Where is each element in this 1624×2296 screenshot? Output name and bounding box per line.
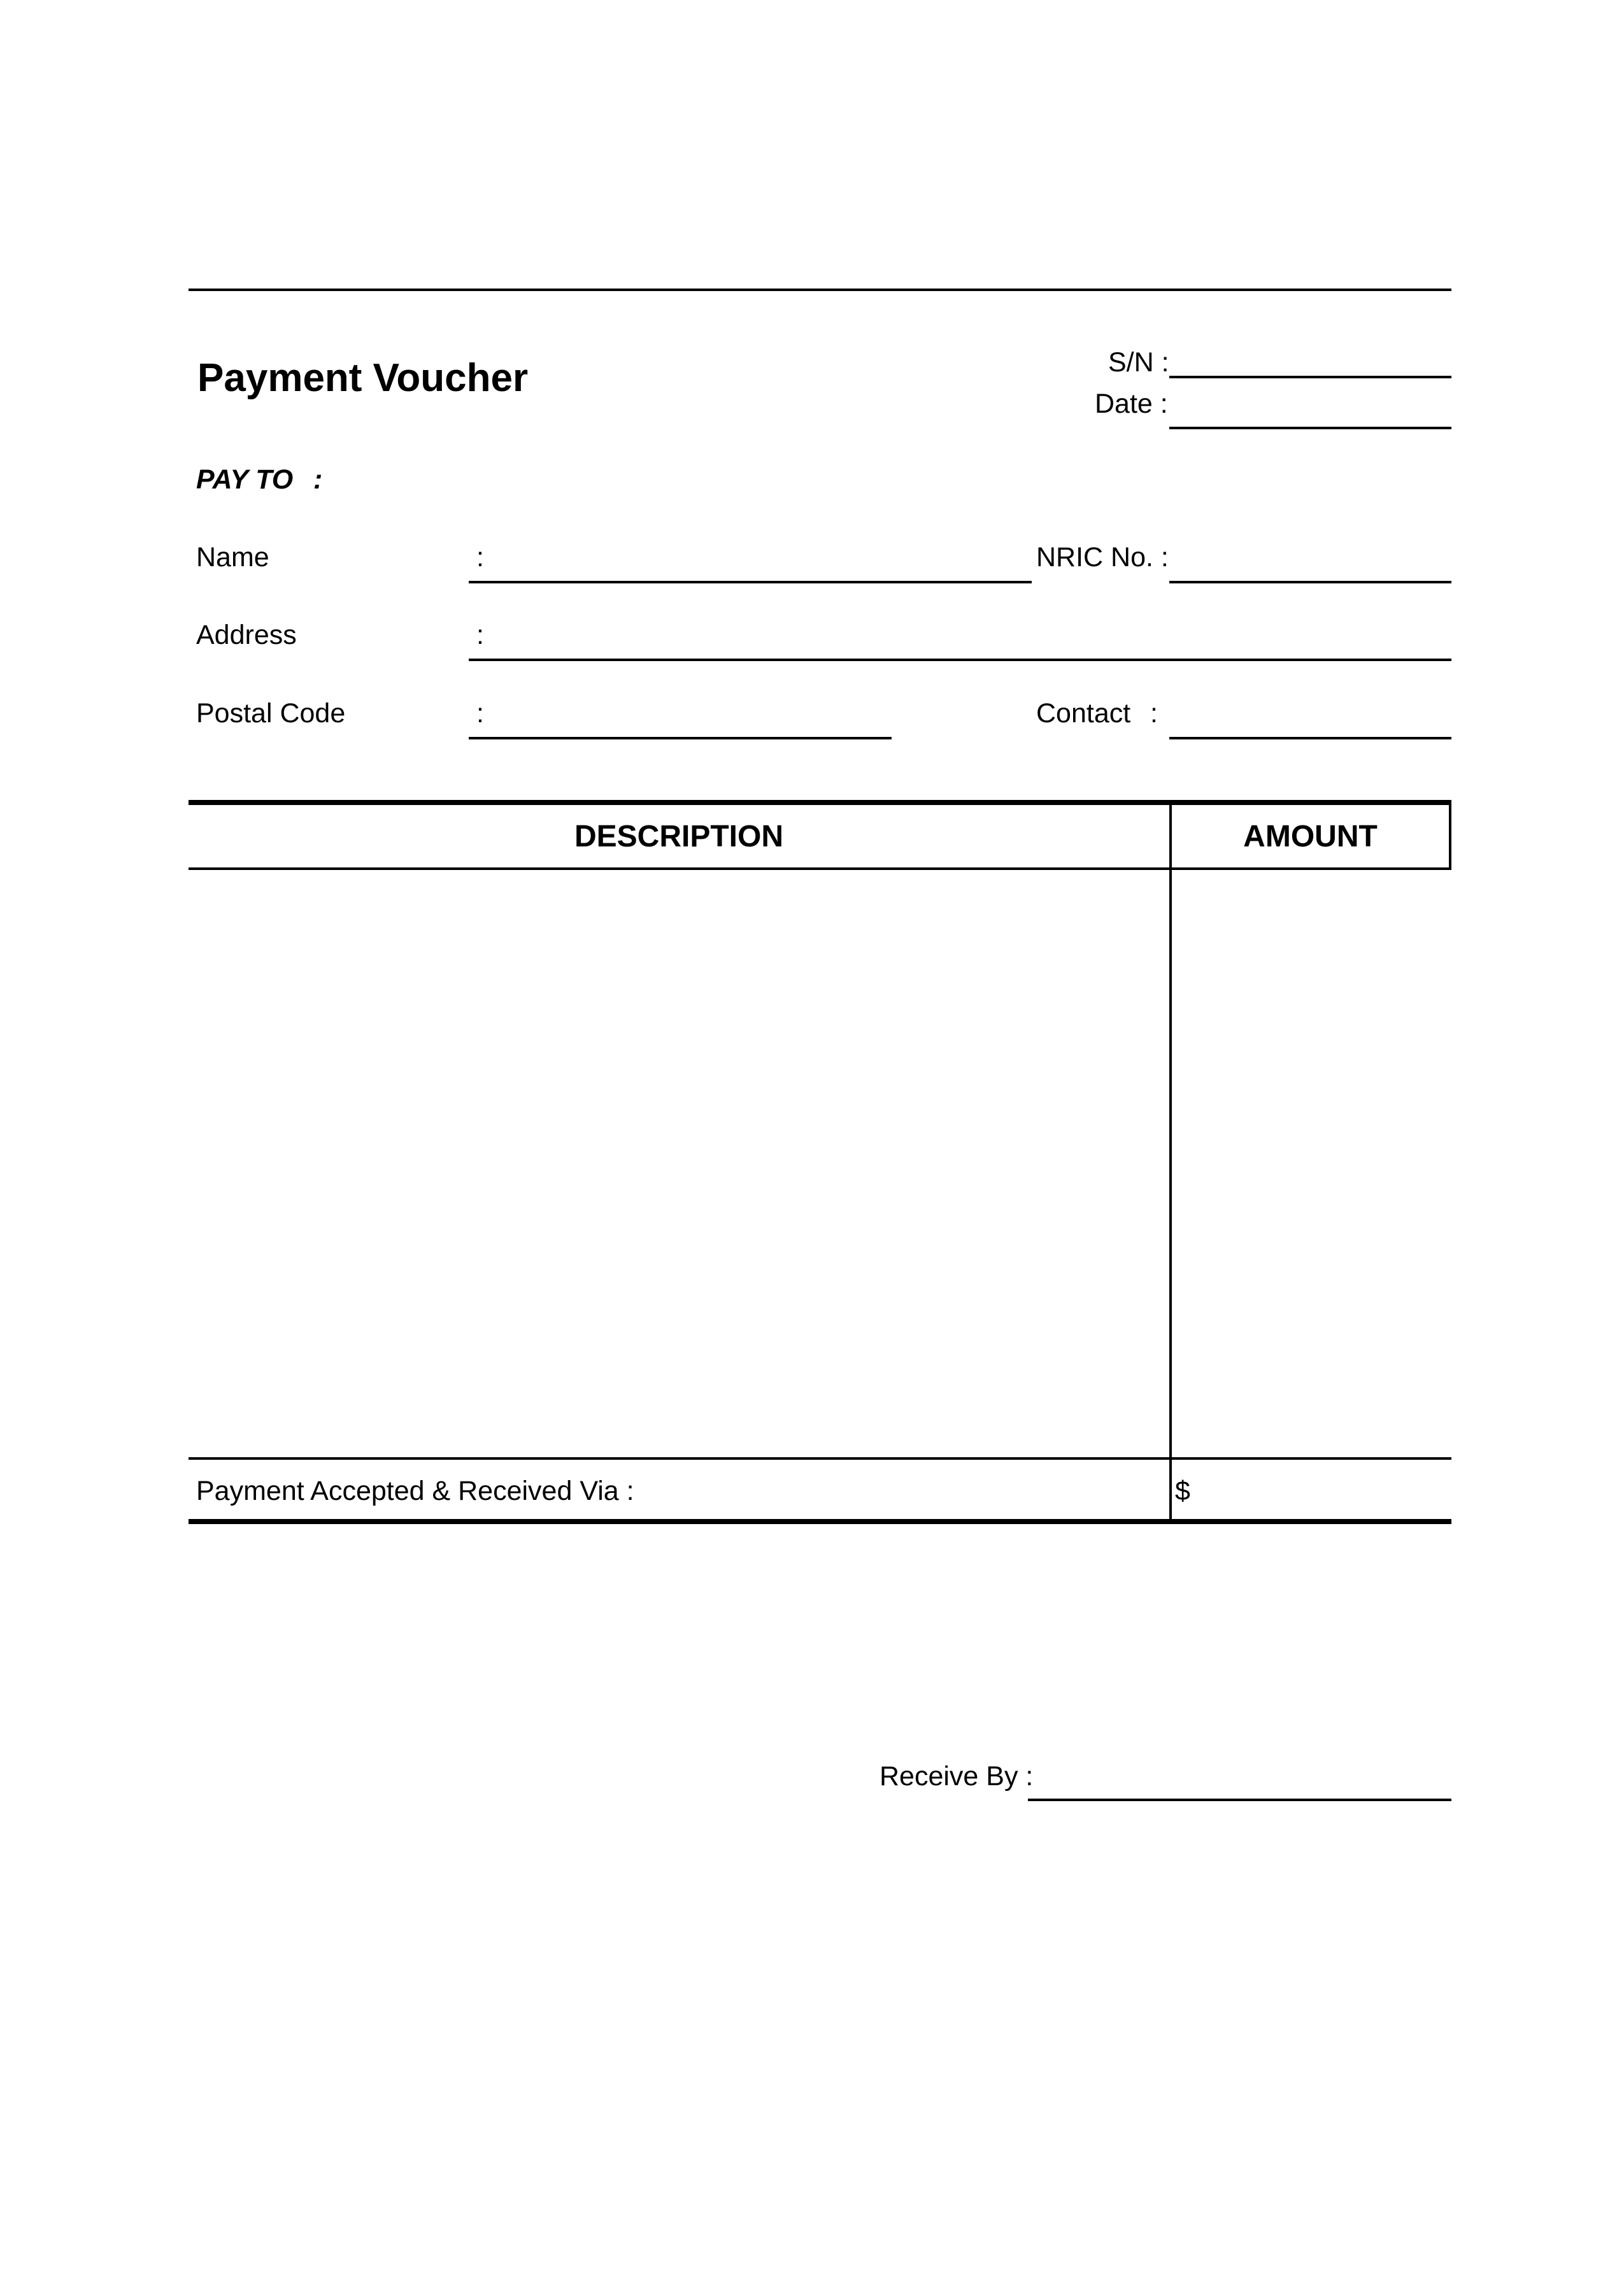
contact-field[interactable] bbox=[1169, 705, 1451, 739]
description-body-cell[interactable] bbox=[189, 870, 1169, 1457]
amount-body-cell[interactable] bbox=[1172, 870, 1451, 1457]
address-colon: : bbox=[476, 620, 484, 650]
currency-symbol: $ bbox=[1175, 1476, 1190, 1506]
table-bottom-border bbox=[189, 1519, 1451, 1524]
page-title: Payment Voucher bbox=[197, 356, 529, 400]
date-label: Date : bbox=[1095, 389, 1168, 419]
table-top-border bbox=[189, 800, 1451, 805]
top-rule bbox=[189, 289, 1451, 291]
postal-code-field[interactable] bbox=[469, 705, 892, 739]
sn-label: S/N : bbox=[1108, 347, 1169, 378]
date-field[interactable] bbox=[1169, 395, 1451, 429]
nric-field[interactable] bbox=[1169, 549, 1451, 583]
pay-to-colon: : bbox=[313, 464, 323, 495]
receive-by-field[interactable] bbox=[1028, 1767, 1451, 1801]
postal-code-label: Postal Code bbox=[196, 698, 346, 729]
receive-by-label: Receive By : bbox=[880, 1761, 1034, 1792]
address-label: Address bbox=[196, 620, 297, 650]
total-amount-cell[interactable] bbox=[1172, 1460, 1451, 1519]
name-label: Name bbox=[196, 542, 269, 573]
sn-field[interactable] bbox=[1169, 344, 1451, 378]
description-header: DESCRIPTION bbox=[574, 820, 784, 853]
contact-colon: : bbox=[1150, 698, 1158, 729]
amount-header: AMOUNT bbox=[1243, 820, 1378, 853]
address-field[interactable] bbox=[469, 627, 1451, 661]
postal-code-colon: : bbox=[476, 698, 484, 729]
payment-received-via-label: Payment Accepted & Received Via : bbox=[196, 1476, 634, 1506]
name-field[interactable] bbox=[469, 549, 1032, 583]
table-header-right-border bbox=[1449, 800, 1451, 870]
nric-label: NRIC No. : bbox=[1036, 542, 1169, 573]
contact-label: Contact bbox=[1036, 698, 1131, 729]
name-colon: : bbox=[476, 542, 484, 573]
pay-to-label: PAY TO bbox=[196, 464, 294, 495]
